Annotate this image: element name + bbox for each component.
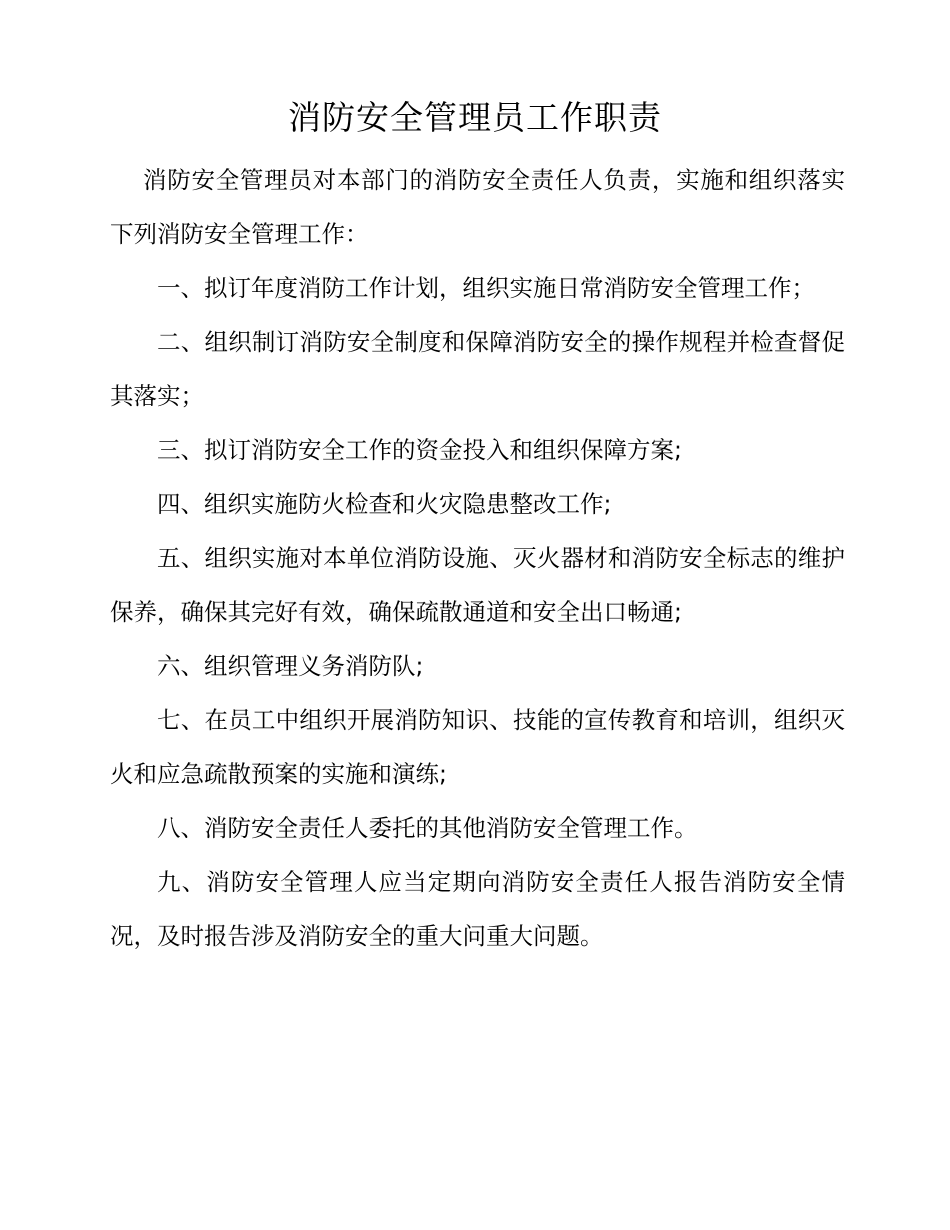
duty-item-1: 一、拟订年度消防工作计划，组织实施日常消防安全管理工作； bbox=[157, 274, 815, 302]
duty-item-5: 五、组织实施对本单位消防设施、灭火器材和消防安全标志的维护保养，确保其完好有效，确保疏散通道和安全出口畅通; bbox=[110, 544, 845, 626]
duty-item-7: 七、在员工中组织开展消防知识、技能的宣传教育和培训，组织灭火和应急疏散预案的实施和演练; bbox=[110, 706, 845, 788]
duty-item-3: 三、拟订消防安全工作的资金投入和组织保障方案; bbox=[157, 436, 682, 464]
intro-paragraph: 消防安全管理员对本部门的消防安全责任人负责，实施和组织落实下列消防安全管理工作： bbox=[110, 166, 845, 248]
duty-item-9: 九、消防安全管理人应当定期向消防安全责任人报告消防安全情况，及时报告涉及消防安全的重大问重大问题。 bbox=[110, 868, 845, 950]
duty-item-4: 四、组织实施防火检查和火灾隐患整改工作; bbox=[157, 490, 612, 518]
document-title: 消防安全管理员工作职责 bbox=[288, 98, 662, 137]
duty-item-2: 二、组织制订消防安全制度和保障消防安全的操作规程并检查督促其落实； bbox=[110, 328, 845, 410]
duty-item-8: 八、消防安全责任人委托的其他消防安全管理工作。 bbox=[157, 814, 698, 842]
duty-item-6: 六、组织管理义务消防队; bbox=[157, 652, 424, 680]
document-body bbox=[110, 153, 845, 963]
